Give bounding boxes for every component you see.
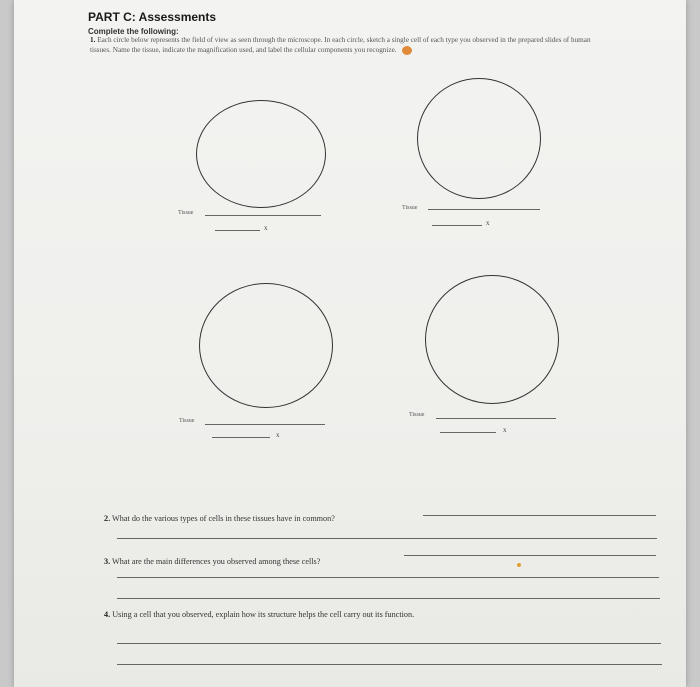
field-of-view-circle-1 [196,100,326,208]
magnification-line-3[interactable] [212,437,270,438]
answer-line-3b[interactable] [117,577,659,578]
magnification-line-1[interactable] [215,230,260,231]
pencil-mark [517,563,521,567]
answer-line-3a[interactable] [404,555,656,556]
field-of-view-circle-2 [417,78,541,199]
question-1-number: 1. [90,36,96,44]
magnification-x-3: x [276,431,280,439]
worksheet-page [14,0,686,687]
question-4 [104,610,414,619]
answer-line-2b[interactable] [117,538,657,539]
magnification-line-2[interactable] [432,225,482,226]
tissue-line-2[interactable] [428,209,540,210]
tissue-label-2: Tissue [402,205,418,211]
question-1 [90,35,610,55]
question-3-text: What are the main differences you observed among these cells? [112,557,321,566]
question-4-number: 4. [104,610,111,619]
question-2-text: What do the various types of cells in these tissues have in common? [112,514,335,523]
question-2 [104,514,335,523]
tissue-line-4[interactable] [436,418,556,419]
question-3 [104,557,320,566]
tissue-label-3: Tissue [179,418,195,424]
part-title: PART C: Assessments [88,10,217,24]
info-badge-icon[interactable] [402,46,412,55]
tissue-label-1: Tissue [178,210,194,216]
question-4-text: Using a cell that you observed, explain how its structure helps the cell carry out its function. [112,610,415,619]
field-of-view-circle-4 [425,275,559,404]
tissue-line-1[interactable] [205,215,321,216]
question-3-number: 3. [104,557,111,566]
tissue-label-4: Tissue [409,412,425,418]
magnification-x-1: x [264,224,268,232]
answer-line-4a[interactable] [117,643,661,644]
field-of-view-circle-3 [199,283,333,408]
magnification-x-2: x [486,219,490,227]
answer-line-4b[interactable] [117,664,662,665]
magnification-line-4[interactable] [440,432,496,433]
magnification-x-4: x [503,426,507,434]
answer-line-3c[interactable] [117,598,660,599]
question-2-number: 2. [104,514,111,523]
answer-line-2a[interactable] [423,515,656,516]
question-1-text: Each circle below represents the field of view as seen through the microscope. In each circle, sketch a single cell of each type you observed in the prepared slides of human tissues. Name the tissue, indicate the magnification used, and label the cellular components you recognize. [90,36,591,54]
tissue-line-3[interactable] [205,424,325,425]
complete-label: Complete the following: [88,27,179,36]
